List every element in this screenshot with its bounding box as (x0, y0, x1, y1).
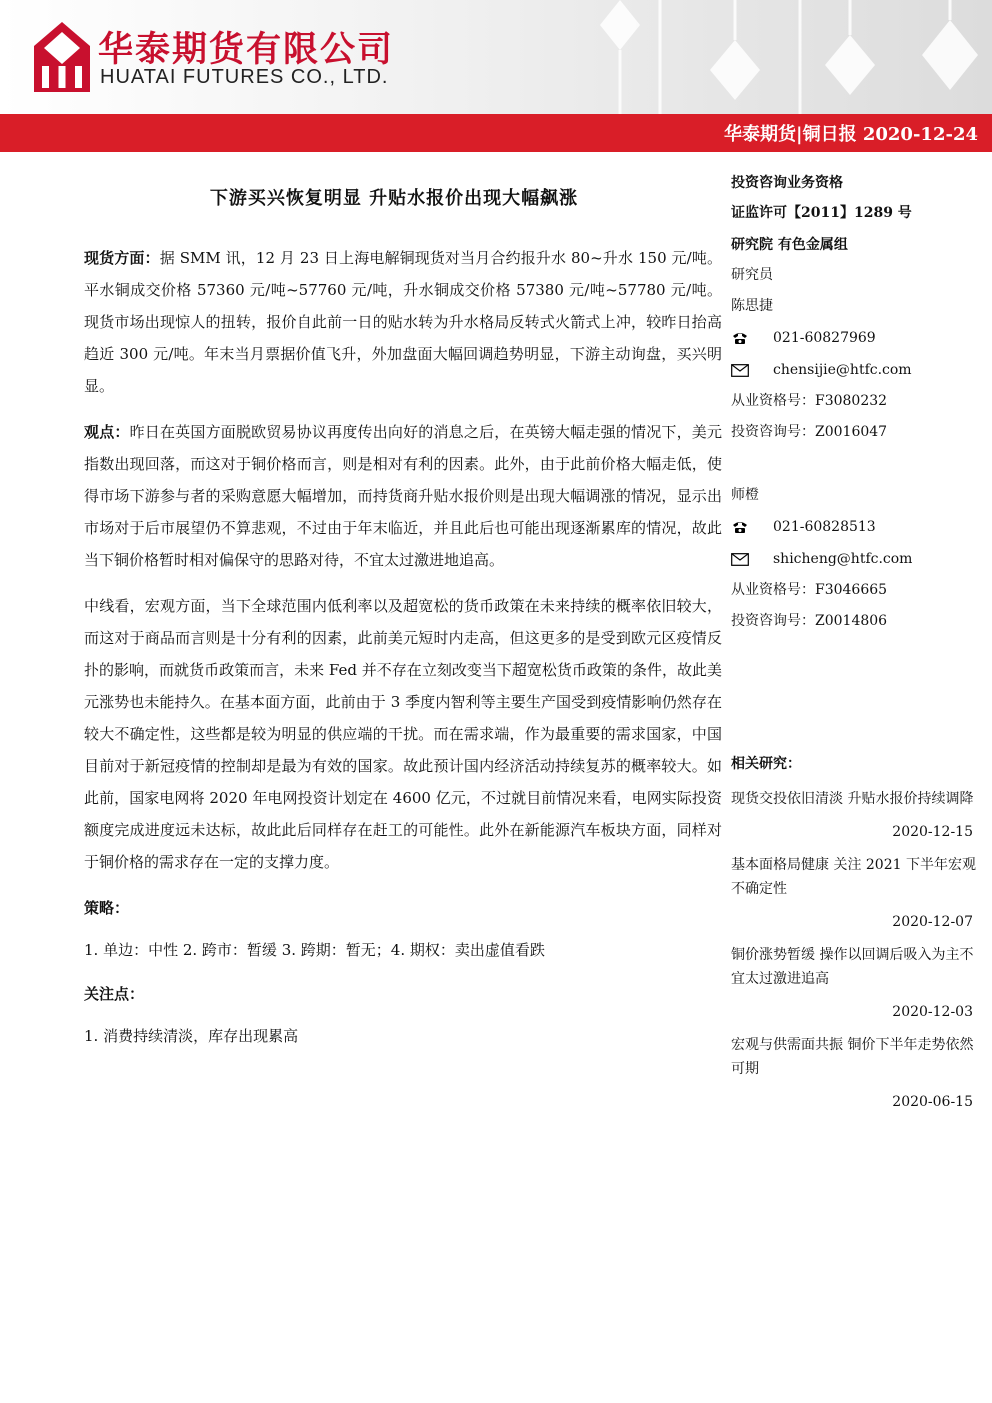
report-tag-bar (0, 114, 992, 152)
related-research (731, 749, 979, 1115)
phone-icon (731, 520, 757, 534)
analyst-phone (731, 511, 979, 543)
report-tag: 华泰期货|铜日报 2020-12-24 (724, 124, 978, 145)
brand-name-cn: 华泰期货有限公司 (98, 30, 395, 70)
license-number: 从业资格号：F3046665 (731, 582, 888, 598)
midline-paragraph: 中线看，宏观方面，当下全球范围内低利率以及超宽松的货币政策在未来持续的概率依旧较大，而这对于商品而言则是十分有利的因素，此前美元短时内走高，但这更多的是受到欧元区疫情反扑的影响，而就货币政策而言，未来 Fed 并不存在立刻改变当下超宽松货币政策的条件，故此美元涨势也未能持久。在基本面方面，此前由于 3 季度内智利等主要生产国受到疫情影响仍然存在较大不确定性，这些都是较为明显的供应端的干扰。而在需求端，作为最重要的需求国家，中国目前对于新冠疫情的控制却是最为有效的国家。故此预计国内经济活动持续复苏的概率较大。如此前，国家电网将 2020 年电网投资计划定在 4600 亿元，不过就目前情况来看，电网实际投资额度完成进度远未达标，故此此后同样存在赶工的可能性。此外在新能源汽车板块方面，同样对于铜价格的需求存在一定的支撑力度。 (84, 597, 722, 871)
related-item-date: 2020-12-07 (892, 914, 973, 930)
analyst-phone (731, 322, 979, 354)
email-address[interactable]: shicheng@htfc.com (773, 551, 913, 567)
phone-number: 021-60828513 (773, 519, 876, 535)
role-label: 研究员 (731, 267, 773, 283)
license-number: 从业资格号：F3080232 (731, 393, 888, 409)
related-item-date: 2020-12-03 (892, 1004, 973, 1020)
qualification-line-1: 投资咨询业务资格 (731, 175, 843, 191)
related-item-title[interactable]: 现货交投依旧清淡 升贴水报价持续调降 (731, 791, 974, 807)
spot-text: 据 SMM 讯，12 月 23 日上海电解铜现货对当月合约报升水 80~升水 150 元/吨。平水铜成交价格 57360 元/吨~57760 元/吨，升水铜成交价格 57380 元/吨~57780 元/吨。现货市场出现惊人的扭转，报价自此前一日的贴水转为升水格局反转式火箭式上冲，较昨日抬高趋近 300 元/吨。年末当月票据价值飞升，外加盘面大幅回调趋势明显，下游主动询盘，买兴明显。 (84, 249, 722, 395)
strategy-heading: 策略： (84, 899, 130, 917)
sidebar (731, 168, 979, 1115)
analyst-name: 陈思捷 (731, 298, 773, 314)
qualification-line-2: 证监许可【2011】1289 号 (731, 205, 912, 221)
email-address[interactable]: chensijie@htfc.com (773, 362, 912, 378)
main-content (84, 184, 722, 1064)
focus-heading: 关注点： (84, 985, 145, 1003)
related-heading: 相关研究： (731, 756, 801, 772)
strategy-text: 1. 单边：中性 2. 跨市：暂缓 3. 跨期：暂无；4. 期权：卖出虚值看跌 (84, 941, 545, 959)
department: 研究院 有色金属组 (731, 237, 848, 253)
related-item-date: 2020-12-15 (892, 824, 973, 840)
huatai-logo-icon (34, 22, 90, 92)
brand-name-en: HUATAI FUTURES CO., LTD. (100, 66, 389, 88)
view-paragraph (84, 416, 722, 576)
advisory-number: 投资咨询号：Z0014806 (731, 613, 888, 629)
analyst-email (731, 543, 979, 575)
view-label: 观点： (84, 423, 130, 441)
phone-icon (731, 331, 757, 345)
focus-text: 1. 消费持续清淡，库存出现累高 (84, 1027, 299, 1045)
page-header (0, 0, 992, 114)
spot-paragraph (84, 242, 722, 402)
header-decoration (600, 0, 992, 114)
analyst-name: 师橙 (731, 487, 759, 503)
related-item-title[interactable]: 铜价涨势暂缓 操作以回调后吸入为主不宜太过激进追高 (731, 947, 974, 987)
advisory-number: 投资咨询号：Z0016047 (731, 424, 888, 440)
related-item-title[interactable]: 宏观与供需面共振 铜价下半年走势依然可期 (731, 1037, 974, 1077)
related-item-title[interactable]: 基本面格局健康 关注 2021 下半年宏观不确定性 (731, 857, 976, 897)
email-icon (731, 553, 757, 566)
spot-label: 现货方面： (84, 249, 160, 267)
email-icon (731, 364, 757, 377)
related-item-date: 2020-06-15 (892, 1094, 973, 1110)
phone-number: 021-60827969 (773, 330, 876, 346)
view-text: 昨日在英国方面脱欧贸易协议再度传出向好的消息之后，在英镑大幅走强的情况下，美元指数出现回落，而这对于铜价格而言，则是相对有利的因素。此外，由于此前价格大幅走低，使得市场下游参与者的采购意愿大幅增加，而持货商升贴水报价则是出现大幅调涨的情况，显示出市场对于后市展望仍不算悲观，不过由于年末临近，并且此后也可能出现逐渐累库的情况，故此当下铜价格暂时相对偏保守的思路对待，不宜太过激进地追高。 (84, 423, 722, 569)
analyst-email (731, 354, 979, 386)
report-title: 下游买兴恢复明显 升贴水报价出现大幅飙涨 (209, 188, 579, 209)
